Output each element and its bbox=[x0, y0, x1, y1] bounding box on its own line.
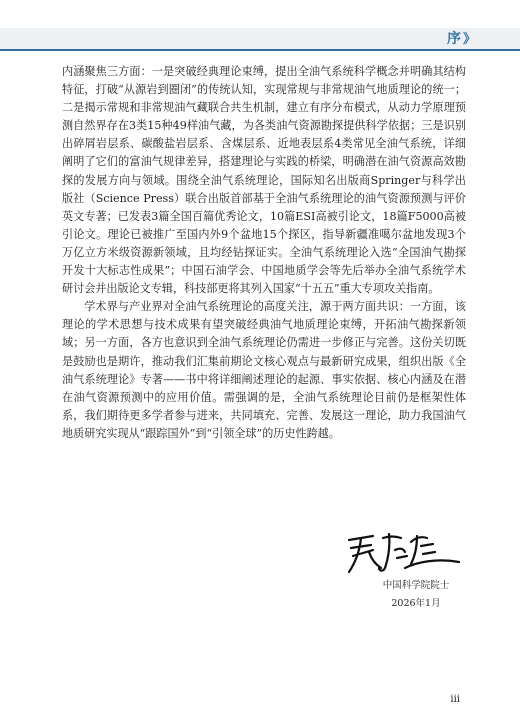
paragraph-2: 学术界与产业界对全油气系统理论的高度关注，源于两方面共识：一方面，该理论的学术思想与技术成果有望突破经典油气地质理论束缚，开拓油气勘探新领域；另一方面，各方也意识到全油气系统理论仍需进一步修正与完善。这份关切既是鼓励也是期许，推动我们汇集前期论文核心观点与最新研究成果，组织出版《全油气系统理论》专著——书中将详细阐述理论的起源、事实依据、核心内涵及在潜在油气资源预测中的应用价值。需强调的是，全油气系统理论目前仍是框架性体系，我们期待更多学者参与进来，共同填充、完善、发展这一理论，助力我国油气地质研究实现从“跟踪国外”到“引领全球”的历史性跨越。 bbox=[62, 300, 466, 440]
chevron-right-icon: 》 bbox=[462, 32, 476, 47]
body-text bbox=[62, 63, 466, 443]
signature-title: 中国科学院院士 bbox=[382, 580, 450, 591]
header-band bbox=[0, 28, 520, 50]
signature-date: 2026年1月 bbox=[391, 598, 441, 609]
page-number: iii bbox=[450, 694, 460, 705]
handwritten-signature bbox=[343, 528, 463, 576]
section-title: 序 bbox=[447, 31, 462, 47]
paragraph-1: 内涵聚焦三方面：一是突破经典理论束缚，提出全油气系统科学概念并明确其结构特征，打破“从源岩到圈闭”的传统认知，实现常规与非常规油气地质理论的统一；二是揭示常规和非常规油气藏联合共生机制，建立有序分布模式，从动力学原理预测自然界存在3类15种49样油气藏，为各类油气资源勘探提供科学依据；三是识别出碎屑岩层系、碳酸盐岩层系、含煤层系、近地表层系4类常见全油气系统，详细阐明了它们的富油气规律差异，搭建理论与实践的桥梁，明确潜在油气资源高效勘探的发展方向与领域。围绕全油气系统理论，国际知名出版商Springer与科学出版社（Science Press）联合出版首部基于全油气系统理论的油气资源预测与评价英文专著；已发表3篇全国百篇优秀论文，10篇ESI高被引论文，18篇F5000高被引论文。理论已被推广至国内外9个盆地15个探区，指导新疆准噶尔盆地发现3个万亿立方米级资源新领域，且均经钻探证实。全油气系统理论入选“全国油气勘探开发十大标志性成果”；中国石油学会、中国地质学会等先后举办全油气系统学术研讨会并出版论文专辑，科技部更将其列入国家“十五五”重大专项攻关指南。 bbox=[62, 65, 466, 296]
header-rule bbox=[0, 49, 520, 51]
